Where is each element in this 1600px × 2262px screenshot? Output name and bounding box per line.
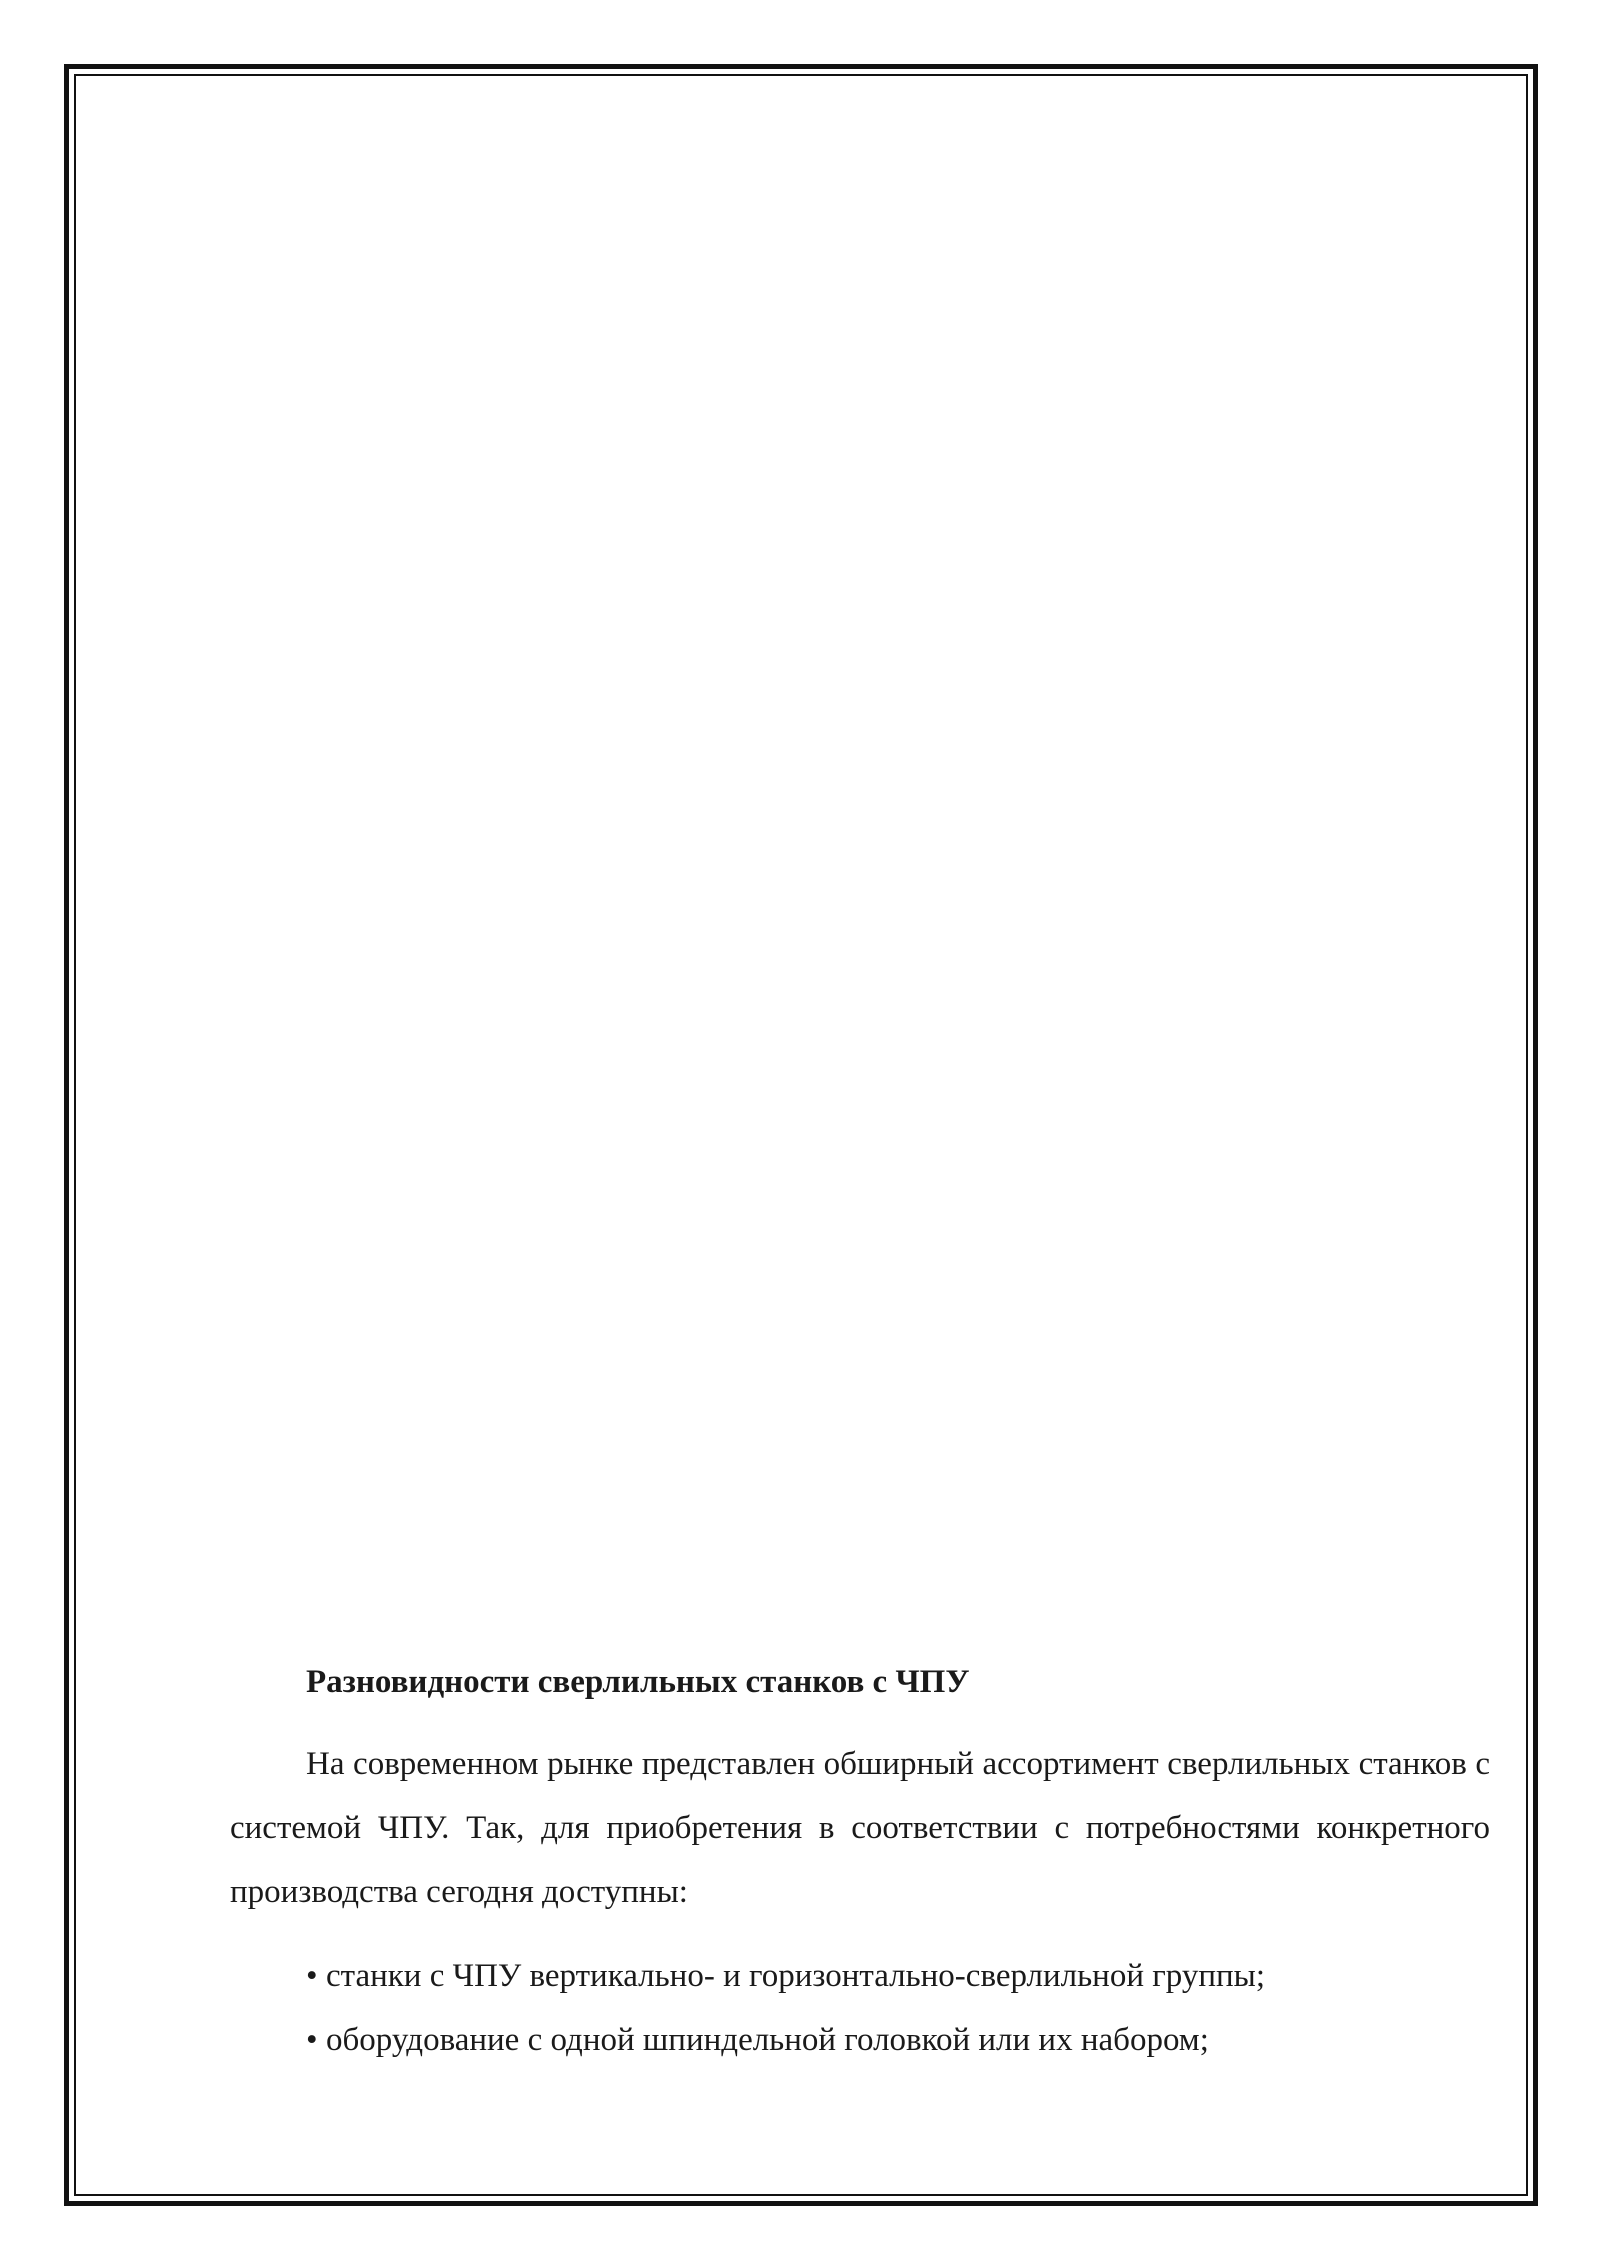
bullet-list bbox=[230, 1944, 1490, 2072]
bullet-icon: • bbox=[306, 1958, 318, 1994]
document-body bbox=[230, 1660, 1490, 2072]
section-heading: Разновидности сверлильных станков с ЧПУ bbox=[306, 1664, 970, 1700]
list-item-text: оборудование с одной шпиндельной головкой или их набором; bbox=[326, 2022, 1209, 2058]
list-item bbox=[306, 1944, 1490, 2008]
body-paragraph: На современном рынке представлен обширный ассортимент сверлильных станков с системой ЧПУ. Так, для приобретения в соответствии с потребностями конкретного производства сегодня доступны: bbox=[230, 1746, 1490, 1910]
bullet-icon: • bbox=[306, 2022, 318, 2058]
list-item-text: станки с ЧПУ вертикально- и горизонтально-сверлильной группы; bbox=[326, 1958, 1266, 1994]
list-item bbox=[306, 2008, 1490, 2072]
